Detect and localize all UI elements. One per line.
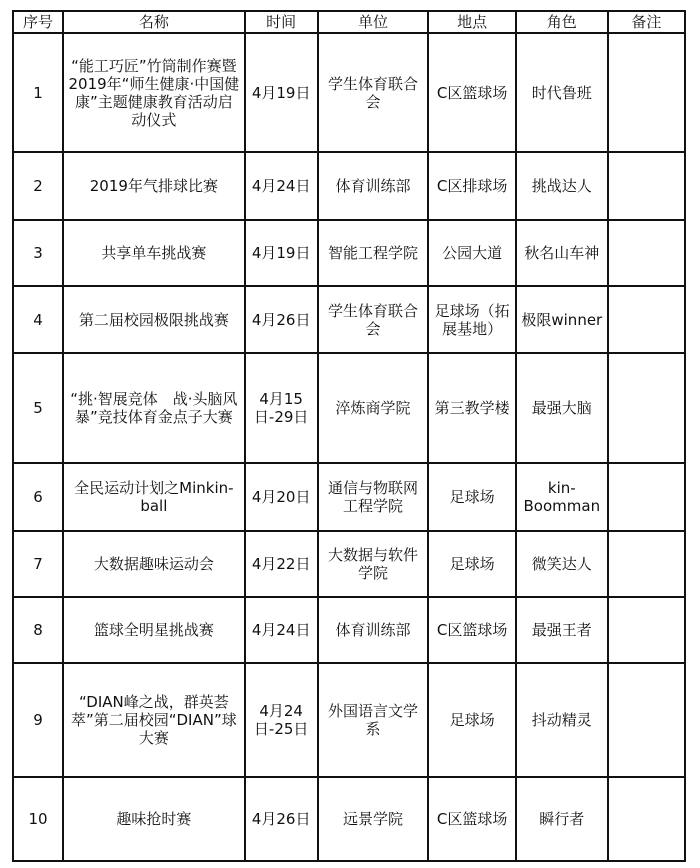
cell-role: 最强王者 — [516, 597, 608, 663]
cell-place: 第三教学楼 — [428, 353, 516, 463]
header-note: 备注 — [608, 11, 685, 33]
table-row — [13, 286, 685, 353]
cell-time: 4月24日 — [245, 152, 318, 220]
table-row — [13, 353, 685, 463]
cell-unit: 大数据与软件学院 — [318, 531, 429, 597]
table-row — [13, 531, 685, 597]
cell-time: 4月26日 — [245, 286, 318, 353]
cell-unit: 学生体育联合会 — [318, 33, 429, 152]
cell-note — [608, 777, 685, 861]
cell-name: 趣味抢时赛 — [63, 777, 245, 861]
cell-unit: 淬炼商学院 — [318, 353, 429, 463]
cell-unit: 体育训练部 — [318, 152, 429, 220]
cell-time: 4月26日 — [245, 777, 318, 861]
header-role: 角色 — [516, 11, 608, 33]
cell-name: 共享单车挑战赛 — [63, 220, 245, 286]
cell-unit: 学生体育联合会 — [318, 286, 429, 353]
cell-no: 4 — [13, 286, 63, 353]
cell-note — [608, 531, 685, 597]
cell-name: 第二届校园极限挑战赛 — [63, 286, 245, 353]
cell-role: 极限winner — [516, 286, 608, 353]
cell-no: 3 — [13, 220, 63, 286]
header-unit: 单位 — [318, 11, 429, 33]
cell-note — [608, 33, 685, 152]
table-row — [13, 463, 685, 531]
cell-time: 4月20日 — [245, 463, 318, 531]
cell-time: 4月19日 — [245, 220, 318, 286]
cell-role: 最强大脑 — [516, 353, 608, 463]
cell-unit: 体育训练部 — [318, 597, 429, 663]
cell-name: “能工巧匠”竹筒制作赛暨2019年“师生健康·中国健康”主题健康教育活动启动仪式 — [63, 33, 245, 152]
cell-role: kin-Boomman — [516, 463, 608, 531]
table-row — [13, 33, 685, 152]
cell-name: “DIAN峰之战，群英荟萃”第二届校园“DIAN”球大赛 — [63, 663, 245, 777]
cell-place: 足球场 — [428, 531, 516, 597]
cell-time: 4月24日 — [245, 597, 318, 663]
cell-place: 足球场 — [428, 663, 516, 777]
cell-place: 公园大道 — [428, 220, 516, 286]
cell-place: C区篮球场 — [428, 777, 516, 861]
cell-role: 抖动精灵 — [516, 663, 608, 777]
table-row — [13, 152, 685, 220]
cell-name: “挑·智展竞体 战·头脑风暴”竞技体育金点子大赛 — [63, 353, 245, 463]
cell-unit: 外国语言文学系 — [318, 663, 429, 777]
header-no: 序号 — [13, 11, 63, 33]
cell-note — [608, 220, 685, 286]
cell-time: 4月19日 — [245, 33, 318, 152]
header-name: 名称 — [63, 11, 245, 33]
cell-unit: 智能工程学院 — [318, 220, 429, 286]
cell-no: 5 — [13, 353, 63, 463]
table-row — [13, 597, 685, 663]
cell-no: 10 — [13, 777, 63, 861]
cell-no: 8 — [13, 597, 63, 663]
cell-note — [608, 353, 685, 463]
cell-time: 4月24日-25日 — [245, 663, 318, 777]
cell-role: 瞬行者 — [516, 777, 608, 861]
cell-role: 时代鲁班 — [516, 33, 608, 152]
cell-place: C区排球场 — [428, 152, 516, 220]
cell-place: 足球场（拓展基地） — [428, 286, 516, 353]
cell-place: C区篮球场 — [428, 33, 516, 152]
cell-name: 全民运动计划之Minkin-ball — [63, 463, 245, 531]
cell-note — [608, 597, 685, 663]
cell-name: 2019年气排球比赛 — [63, 152, 245, 220]
cell-place: 足球场 — [428, 463, 516, 531]
events-table — [12, 10, 686, 862]
table-row — [13, 220, 685, 286]
cell-time: 4月22日 — [245, 531, 318, 597]
table-row — [13, 663, 685, 777]
cell-role: 秋名山车神 — [516, 220, 608, 286]
header-time: 时间 — [245, 11, 318, 33]
cell-unit: 远景学院 — [318, 777, 429, 861]
cell-note — [608, 286, 685, 353]
cell-no: 7 — [13, 531, 63, 597]
cell-role: 微笑达人 — [516, 531, 608, 597]
cell-no: 9 — [13, 663, 63, 777]
cell-time: 4月15日-29日 — [245, 353, 318, 463]
cell-note — [608, 463, 685, 531]
cell-name: 大数据趣味运动会 — [63, 531, 245, 597]
header-row — [13, 11, 685, 33]
cell-no: 1 — [13, 33, 63, 152]
table-row — [13, 777, 685, 861]
cell-unit: 通信与物联网工程学院 — [318, 463, 429, 531]
cell-role: 挑战达人 — [516, 152, 608, 220]
cell-no: 2 — [13, 152, 63, 220]
cell-note — [608, 152, 685, 220]
header-place: 地点 — [428, 11, 516, 33]
events-sheet — [12, 10, 686, 862]
cell-name: 篮球全明星挑战赛 — [63, 597, 245, 663]
cell-note — [608, 663, 685, 777]
cell-no: 6 — [13, 463, 63, 531]
cell-place: C区篮球场 — [428, 597, 516, 663]
